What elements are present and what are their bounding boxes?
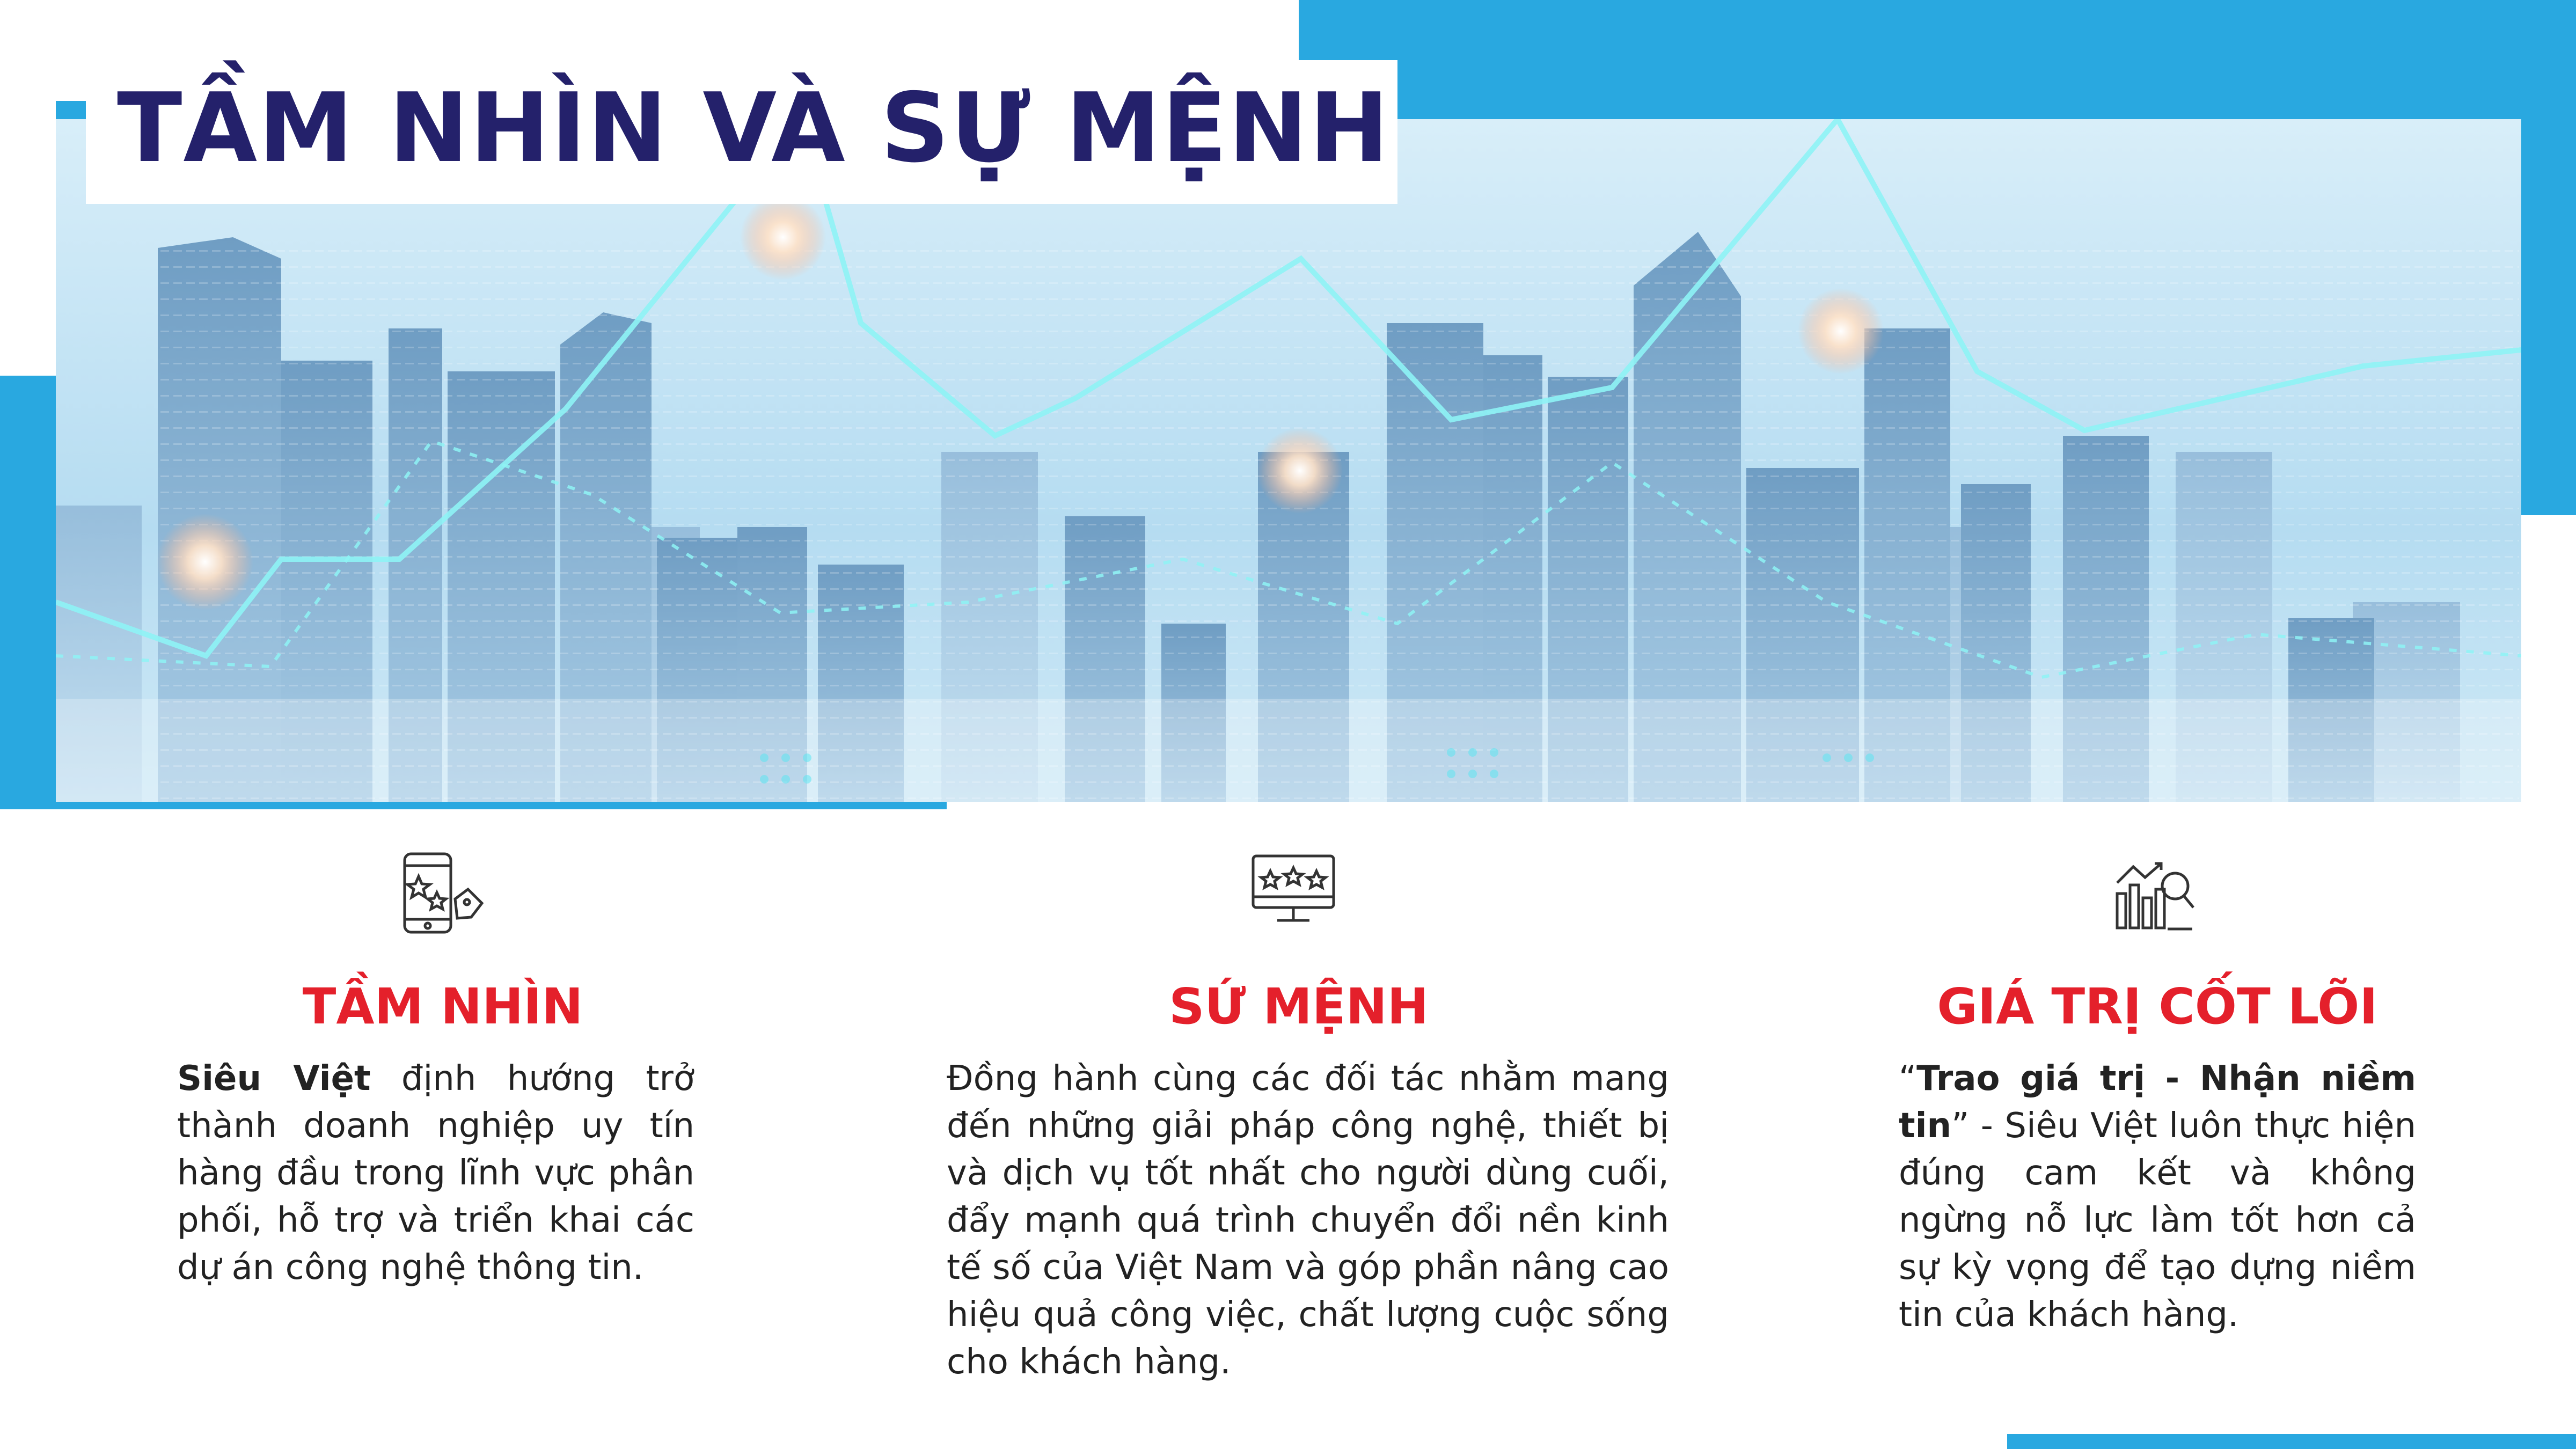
accent-footer-bar (2007, 1434, 2576, 1449)
vision-text-body: định hướng trở thành doanh nghiệp uy tín hàng đầu trong lĩnh vực phân phối, hỗ trợ và triển khai các dự án công nghệ thông tin. (177, 1059, 695, 1287)
quote-close: ” (1951, 1106, 1970, 1146)
accent-top-right (1299, 0, 2576, 122)
vision-text (177, 1055, 694, 1291)
banner-image (56, 119, 2521, 802)
mission-heading: SỨ MỆNH (1169, 978, 1429, 1035)
monitor-stars-icon (1248, 851, 1339, 931)
quote-open: “ (1899, 1059, 1917, 1099)
mission-text: Đồng hành cùng các đối tác nhằm mang đến những giải pháp công nghệ, thiết bị và dịch vụ tốt nhất cho người dùng cuối, đẩy mạnh quá trình chuyển đổi nền kinh tế số của Việt Nam và góp phần nâng cao hiệu quả công việc, chất lượng cuộc sống cho khách hàng. (947, 1059, 1669, 1382)
core-values-text-body: - Siêu Việt luôn thực hiện đúng cam kết và không ngừng nỗ lực làm tốt hơn cả sự kỳ vọng để tạo dựng niềm tin của khách hàng. (1899, 1106, 2416, 1335)
core-values-slogan: Trao giá trị - Nhận niềm tin (1899, 1059, 2416, 1146)
accent-right-strip (2517, 0, 2576, 515)
core-values-heading: GIÁ TRỊ CỐT LÕI (1937, 978, 2378, 1035)
page-title: TẦM NHÌN VÀ SỰ MỆNH (117, 72, 1391, 184)
vision-heading: TẦM NHÌN (302, 978, 583, 1035)
vision-lead: Siêu Việt (177, 1059, 371, 1099)
bar-chart-magnifier-icon (2112, 856, 2198, 931)
core-values-text (1899, 1055, 2416, 1338)
accent-left-strip (0, 376, 59, 809)
smartphone-stars-tag-icon (397, 851, 488, 936)
